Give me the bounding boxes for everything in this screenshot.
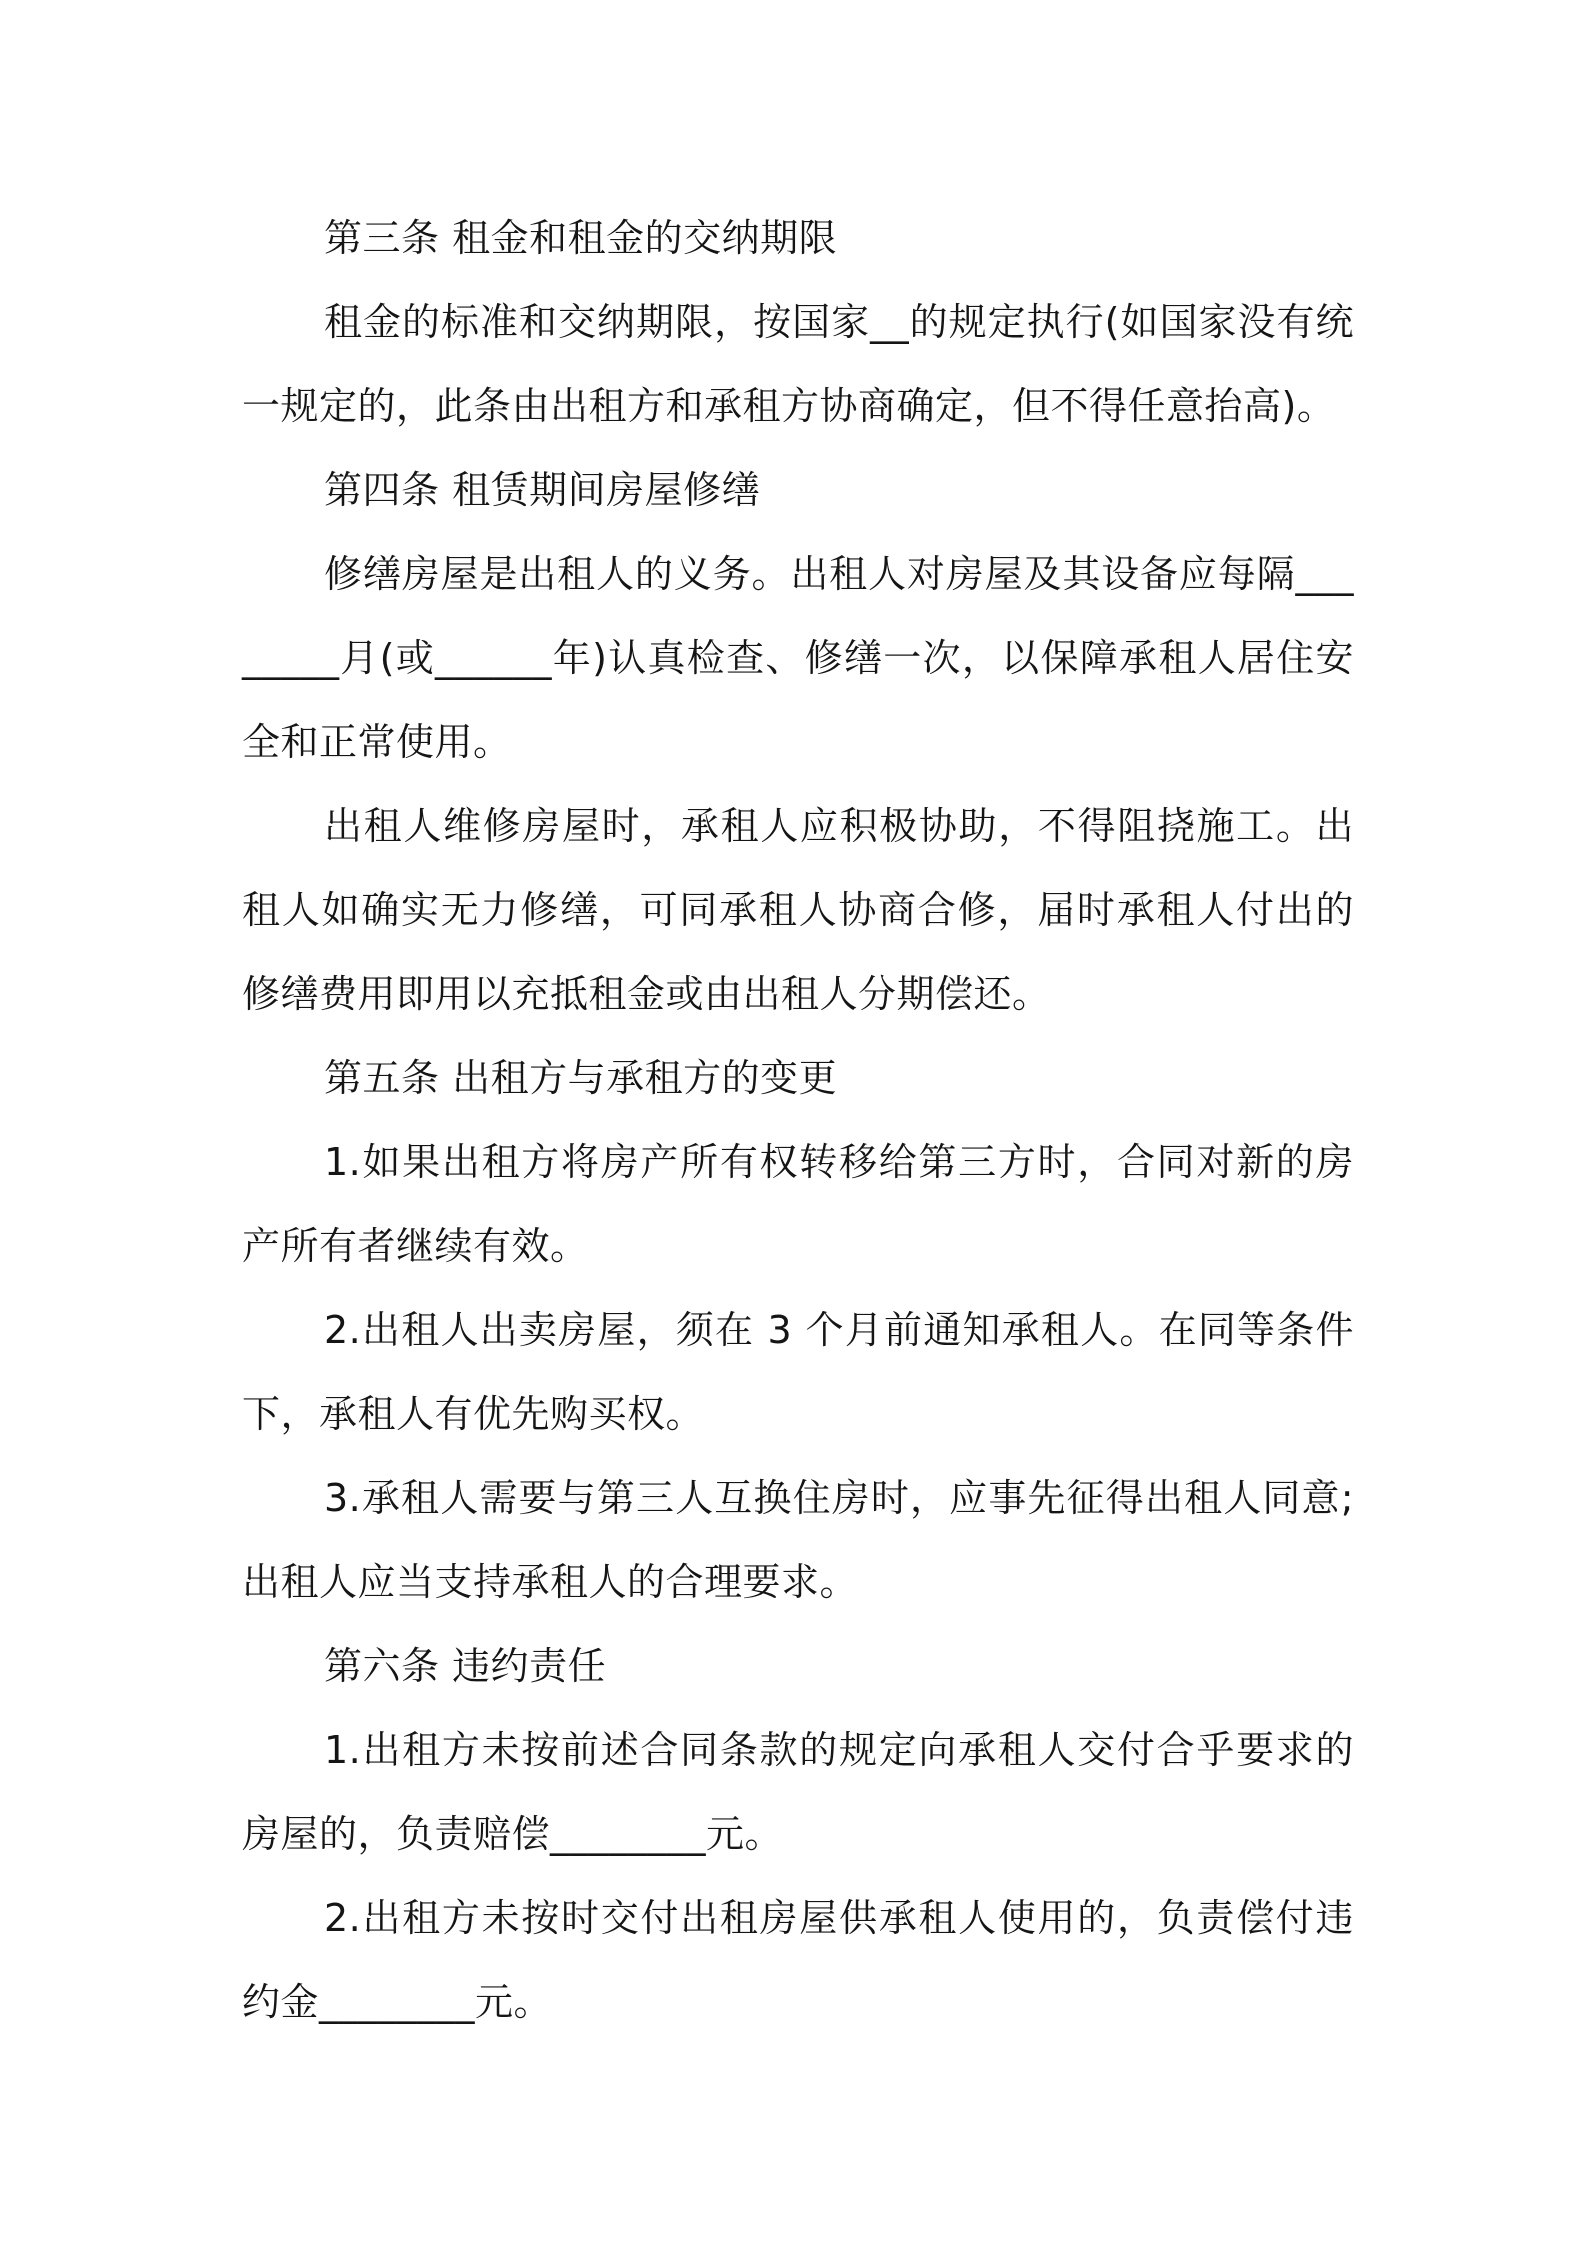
article-5-item-2: 2.出租人出卖房屋，须在 3 个月前通知承租人。在同等条件下，承租人有优先购买权。: [242, 1308, 1354, 1436]
article-3-rent-paragraph: 租金的标准和交纳期限，按国家__的规定执行(如国家没有统一规定的，此条由出租方和承租方协商确定，但不得任意抬高)。: [242, 300, 1354, 428]
article-6-item-2: 2.出租方未按时交付出租房屋供承租人使用的，负责偿付违约金________元。: [242, 1896, 1354, 2024]
article-4-repair-cooperation-paragraph: 出租人维修房屋时，承租人应积极协助，不得阻挠施工。出租人如确实无力修缮，可同承租人协商合修，届时承租人付出的修缮费用即用以充抵租金或由出租人分期偿还。: [242, 804, 1354, 1016]
article-5-heading: 第五条 出租方与承租方的变更: [324, 1056, 838, 1100]
article-3-heading: 第三条 租金和租金的交纳期限: [324, 216, 838, 260]
article-6-heading: 第六条 违约责任: [324, 1644, 607, 1688]
article-4-heading: 第四条 租赁期间房屋修缮: [324, 468, 761, 512]
article-5-item-1: 1.如果出租方将房产所有权转移给第三方时，合同对新的房产所有者继续有效。: [242, 1140, 1354, 1268]
article-5-item-3: 3.承租人需要与第三人互换住房时，应事先征得出租人同意;出租人应当支持承租人的合理要求。: [242, 1476, 1354, 1604]
article-4-repair-duty-paragraph: 修缮房屋是出租人的义务。出租人对房屋及其设备应每隔________月(或______年)认真检查、修缮一次，以保障承租人居住安全和正常使用。: [242, 552, 1354, 764]
document-body: [242, 196, 1354, 2044]
article-6-item-1: 1.出租方未按前述合同条款的规定向承租人交付合乎要求的房屋的，负责赔偿________元。: [242, 1728, 1354, 1856]
